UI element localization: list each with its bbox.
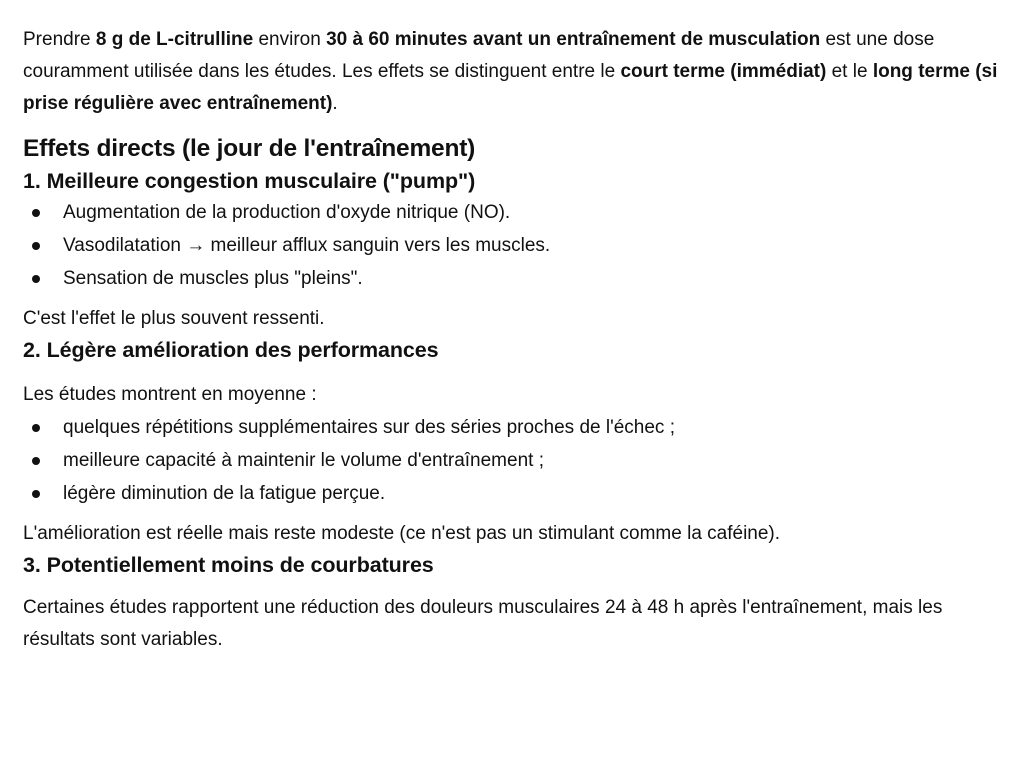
subheading-3: 3. Potentiellement moins de courbatures [23,553,434,577]
list-item-text: légère diminution de la fatigue perçue. [63,483,386,504]
section-3-body: Certaines études rapportent une réduction des douleurs musculaires 24 à 48 h après l'entraînement, mais les résultats sont variables. [23,597,943,650]
bullet-icon [32,209,40,217]
intro-bold-short-term: court terme (immédiat) [620,61,827,82]
list-item-text: quelques répétitions supplémentaires sur des séries proches de l'échec ; [63,417,675,438]
bullet-icon [32,275,40,283]
list-item [23,477,1000,510]
section-2-note: L'amélioration est réelle mais reste modeste (ce n'est pas un stimulant comme la caféine). [23,523,781,544]
bullet-list-1 [23,196,1000,295]
bullet-list-2 [23,411,1000,510]
list-item [23,229,1000,262]
intro-text-3: est une dose couramment utilisée dans les études. Les effets se distinguent entre le [23,29,935,82]
section-heading: Effets directs (le jour de l'entraînement) [23,135,476,162]
bullet-icon [32,457,40,465]
intro-text-5: . [332,93,338,114]
intro-text-4: et le [826,61,873,82]
list-item-text: Vasodilatation → meilleur afflux sanguin vers les muscles. [63,235,551,256]
bullet-icon [32,490,40,498]
list-item-text: Augmentation de la production d'oxyde nitrique (NO). [63,202,511,223]
intro-text-1: Prendre [23,29,96,50]
section-1-note: C'est l'effet le plus souvent ressenti. [23,308,325,329]
subheading-1: 1. Meilleure congestion musculaire ("pump") [23,169,476,193]
bullet-icon [32,242,40,250]
subheading-2: 2. Légère amélioration des performances [23,338,439,362]
list-item [23,262,1000,295]
intro-bold-timing: 30 à 60 minutes avant un entraînement de musculation [326,29,821,50]
intro-bold-dose: 8 g de L-citrulline [95,29,254,50]
list-item [23,411,1000,444]
section-2-lead: Les études montrent en moyenne : [23,384,317,405]
list-item-text: Sensation de muscles plus "pleins". [63,268,363,289]
intro-bold-long-term: long terme (si prise régulière avec entraînement) [23,61,998,114]
intro-paragraph [23,0,1000,120]
list-item-text: meilleure capacité à maintenir le volume d'entraînement ; [63,450,544,471]
list-item [23,196,1000,229]
list-item [23,444,1000,477]
intro-text-2: environ [253,29,327,50]
bullet-icon [32,424,40,432]
